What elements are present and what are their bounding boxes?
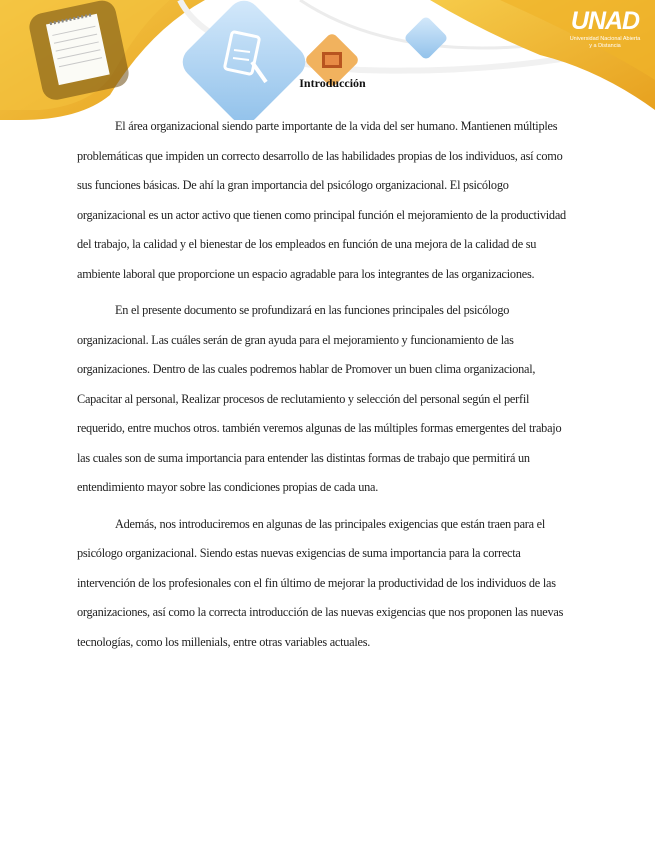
decorative-diamond [403, 15, 448, 60]
document-title: Introducción [299, 76, 366, 90]
paragraph-3: Además, nos introduciremos en algunas de las principales exigencias que están traen para el psicólogo organizacional. Siendo estas nuevas exigencias de suma importancia para la correcta intervención de los profesionales con el fin último de mejorar la productividad de los individuos de las organizaciones, así como la correcta introducción de las nuevas exigencias que nos proponen las nuevas tecnologías, como los millenials, entre otras variables actuales. [77, 516, 564, 649]
paragraph-1: El área organizacional siendo parte importante de la vida del ser humano. Mantienen múltiples problemáticas que impiden un correcto desarrollo de las habilidades propias de los individuos, así como sus funciones básicas. De ahí la gran importancia del psicólogo organizacional. El psicólogo organizacional es un actor activo que tienen como principal función el mejoramiento de la productividad del trabajo, la calidad y el bienestar de los empleados en función de una mejora de la calidad de su ambiente laboral que proporcione un espacio agradable para los integrantes de las organizaciones. [77, 119, 566, 281]
header-decoration [0, 0, 655, 120]
paragraph-2: En el presente documento se profundizará en las funciones principales del psicólogo organizacional. Las cuáles serán de gran ayuda para el mejoramiento y funcionamiento de las organizaciones. Dentro de las cuales podremos hablar de Promover un buen clima organizacional, Capacitar al personal, Realizar procesos de reclutamiento y selección del personal según el perfil requerido, entre muchos otros. también veremos algunas de las múltiples formas emergentes del trabajo las cuales son de suma importancia para entender las distintas formas de trabajo que permitirá un entendimiento mayor sobre las condiciones propias de cada una. [77, 303, 562, 494]
logo-mark: UNAD [570, 7, 640, 35]
document-body [77, 112, 577, 664]
unad-logo [569, 6, 641, 50]
logo-subtitle: Universidad Nacional Abierta y a Distancia [569, 36, 641, 49]
